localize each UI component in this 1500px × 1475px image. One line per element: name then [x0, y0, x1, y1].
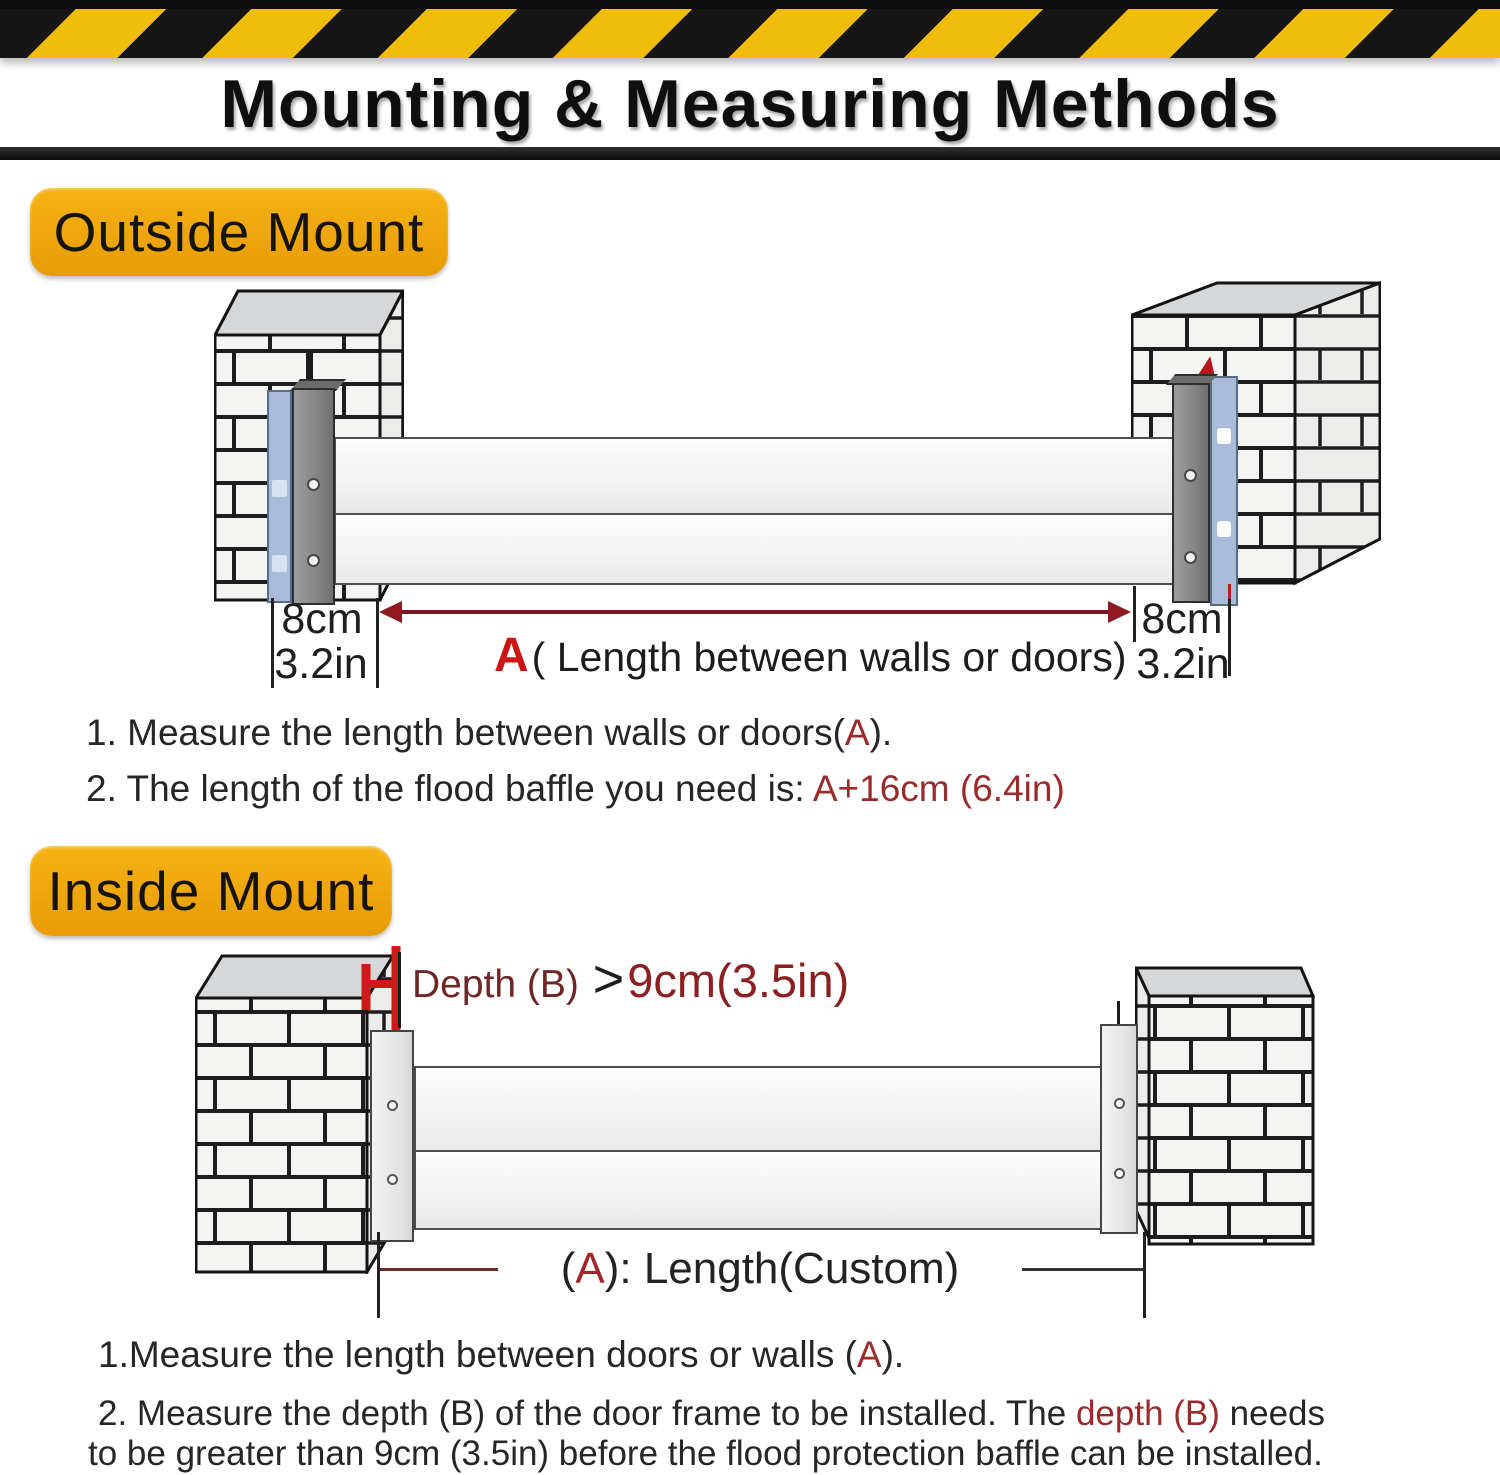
dim-tick — [1143, 1232, 1146, 1318]
right-offset-in-label: 3.2in — [1136, 640, 1230, 688]
flood-baffle-board-bottom — [414, 1150, 1104, 1230]
screw-hole — [1184, 469, 1197, 482]
pillar-front-face — [196, 998, 367, 1272]
screw-hole — [1184, 551, 1197, 564]
span-a-letter: A — [494, 629, 529, 682]
step-text: 2. The length of the flood baffle you need is: — [86, 768, 813, 809]
page-title: Mounting & Measuring Methods — [220, 66, 1280, 142]
label-text: ): Length(Custom) — [604, 1244, 960, 1293]
custom-length-label — [505, 1244, 1015, 1294]
hazard-top-strip — [0, 0, 1500, 9]
greater-than-sign: > — [592, 949, 625, 1009]
right-mounting-bracket — [1172, 383, 1210, 603]
inside-mount-badge — [30, 846, 392, 936]
flood-baffle-board-top — [414, 1066, 1104, 1152]
depth-pin-line — [398, 952, 401, 1028]
seal-mark — [1217, 521, 1231, 537]
depth-label-text: Depth (B) — [412, 963, 590, 1006]
step-text: 1.Measure the length between doors or walls ( — [98, 1334, 857, 1375]
seal-mark — [272, 480, 287, 497]
step-text: needs — [1219, 1394, 1326, 1433]
label-text: ( — [560, 1244, 576, 1293]
step-text: 2. Measure the depth (B) of the door frame to be installed. The — [98, 1394, 1076, 1433]
span-a-label — [494, 628, 1127, 683]
outside-step-2 — [86, 768, 1065, 810]
inside-step-2-line-2: to be greater than 9cm (3.5in) before the flood protection baffle can be installed. — [88, 1434, 1323, 1473]
screw-hole — [387, 1174, 398, 1185]
inside-step-2-line-1 — [98, 1394, 1325, 1434]
dim-line-right — [1022, 1268, 1143, 1271]
screw-hole — [1114, 1098, 1125, 1109]
arrowhead-right-icon — [1108, 601, 1131, 623]
dim-tick — [377, 1232, 380, 1318]
screw-hole — [387, 1100, 398, 1111]
step-text: ). — [881, 1334, 905, 1375]
step-highlight: depth (B) — [1075, 1394, 1220, 1433]
left-mounting-bracket — [292, 388, 335, 605]
seal-mark — [272, 555, 287, 572]
inside-step-1 — [98, 1334, 904, 1376]
right-offset-cm-label: 8cm — [1141, 595, 1223, 643]
left-seal-strip — [267, 390, 292, 603]
depth-value-text: 9cm(3.5in) — [627, 954, 850, 1007]
pillar-top-face — [215, 291, 403, 335]
depth-requirement-label — [412, 948, 849, 1010]
title-divider-bar — [0, 147, 1500, 160]
arrowhead-left-icon — [379, 601, 402, 623]
pillar-top-face — [1136, 968, 1313, 996]
flood-baffle-board-bottom — [334, 513, 1175, 585]
inside-left-channel-bracket — [370, 1030, 414, 1242]
step-text: 1. Measure the length between walls or doors( — [86, 712, 845, 753]
screw-hole — [307, 478, 320, 491]
screw-hole — [307, 554, 320, 567]
outside-mount-badge-label: Outside Mount — [53, 201, 425, 263]
depth-marker-icon — [354, 938, 410, 1038]
span-dimension-line — [398, 610, 1110, 614]
inside-right-brick-pillar — [1135, 938, 1315, 1248]
step-highlight: A — [856, 1334, 882, 1375]
pillar-side-face — [1295, 283, 1380, 583]
step-text: ). — [869, 712, 893, 753]
seal-mark — [1217, 428, 1231, 444]
span-a-description: ( Length between walls or doors) — [531, 634, 1127, 680]
label-highlight: A — [575, 1244, 605, 1293]
right-seal-strip — [1210, 376, 1238, 606]
left-offset-cm-label: 8cm — [281, 595, 363, 643]
step-highlight: A+16cm (6.4in) — [812, 768, 1065, 809]
screw-hole — [1114, 1168, 1125, 1179]
pillar-front-face — [1149, 996, 1313, 1244]
inside-right-channel-bracket — [1100, 1024, 1138, 1234]
flood-baffle-board-top — [334, 437, 1175, 515]
dim-line-left — [380, 1268, 498, 1271]
outside-mount-badge — [30, 188, 448, 276]
step-highlight: A — [844, 712, 870, 753]
outside-step-1 — [86, 712, 892, 754]
inside-mount-badge-label: Inside Mount — [47, 860, 375, 922]
left-offset-in-label: 3.2in — [274, 640, 368, 688]
